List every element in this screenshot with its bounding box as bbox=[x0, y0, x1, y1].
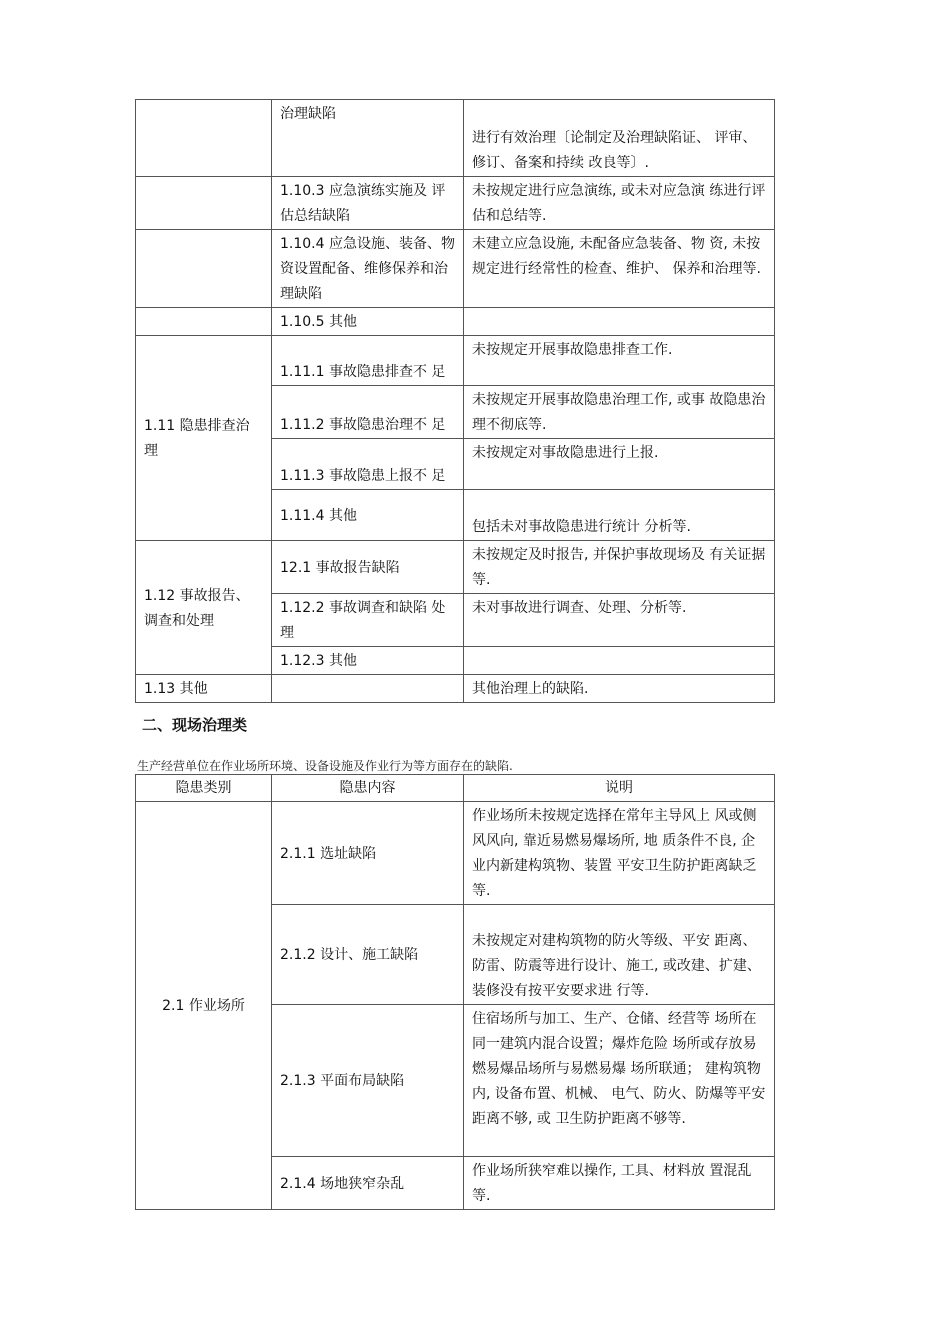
desc-cell: 作业场所未按规定选择在常年主导风上 风或侧风风向, 靠近易燃易爆场所, 地 质条件不良, 企业内新建构筑物、装置 平安卫生防护距离缺乏等. bbox=[464, 802, 775, 905]
section-heading: 二、现场治理类 bbox=[142, 716, 248, 734]
table-header-row bbox=[136, 775, 775, 802]
item-cell: 2.1.1 选址缺陷 bbox=[272, 802, 464, 905]
item-cell: 2.1.3 平面布局缺陷 bbox=[272, 1005, 464, 1157]
category-cell bbox=[136, 100, 272, 177]
desc-cell: 其他治理上的缺陷. bbox=[464, 675, 775, 703]
hazard-table-site bbox=[135, 774, 775, 1210]
desc-cell: 未按规定及时报告, 并保护事故现场及 有关证据等. bbox=[464, 541, 775, 594]
table-row bbox=[136, 675, 775, 703]
table-row bbox=[136, 230, 775, 308]
desc-cell: 未按规定对事故隐患进行上报. bbox=[464, 439, 775, 490]
item-cell: 1.10.4 应急设施、装备、物资设置配备、维修保养和治理缺陷 bbox=[272, 230, 464, 308]
category-cell bbox=[136, 177, 272, 230]
desc-cell: 住宿场所与加工、生产、仓储、经营等 场所在同一建筑内混合设置；爆炸危险 场所或存放易燃易爆品场所与易燃易爆 场所联通； 建构筑物内, 设备布置、机械、 电气、防火、防爆等平安距离不够, 或 卫生防护距离不够等. bbox=[464, 1005, 775, 1157]
desc-cell: 进行有效治理〔论制定及治理缺陷证、 评审、修订、备案和持续 改良等〕. bbox=[464, 100, 775, 177]
item-cell: 2.1.4 场地狭窄杂乱 bbox=[272, 1157, 464, 1210]
item-cell: 1.12.2 事故调查和缺陷 处理 bbox=[272, 594, 464, 647]
table-row bbox=[136, 541, 775, 594]
item-cell: 1.11.4 其他 bbox=[272, 490, 464, 541]
item-cell: 治理缺陷 bbox=[272, 100, 464, 177]
hazard-table-management bbox=[135, 99, 775, 703]
category-cell bbox=[136, 230, 272, 308]
item-cell: 1.10.3 应急演练实施及 评估总结缺陷 bbox=[272, 177, 464, 230]
desc-cell: 作业场所狭窄难以操作, 工具、材料放 置混乱等. bbox=[464, 1157, 775, 1210]
desc-cell: 包括未对事故隐患进行统计 分析等. bbox=[464, 490, 775, 541]
category-cell: 1.11 隐患排查治理 bbox=[136, 336, 272, 541]
category-cell: 1.12 事故报告、调查和处理 bbox=[136, 541, 272, 675]
item-cell: 2.1.2 设计、施工缺陷 bbox=[272, 905, 464, 1005]
table-row bbox=[136, 177, 775, 230]
item-cell: 1.11.3 事故隐患上报不 足 bbox=[272, 439, 464, 490]
item-cell: 1.10.5 其他 bbox=[272, 308, 464, 336]
item-cell: 12.1 事故报告缺陷 bbox=[272, 541, 464, 594]
header-content: 隐患内容 bbox=[272, 775, 464, 802]
item-cell bbox=[272, 675, 464, 703]
header-category: 隐患类别 bbox=[136, 775, 272, 802]
desc-cell: 未建立应急设施, 未配备应急装备、物 资, 未按规定进行经常性的检查、维护、 保养和治理等. bbox=[464, 230, 775, 308]
category-cell: 1.13 其他 bbox=[136, 675, 272, 703]
table-row bbox=[136, 802, 775, 905]
category-cell bbox=[136, 308, 272, 336]
table-row bbox=[136, 100, 775, 177]
desc-cell: 未按规定对建构筑物的防火等级、平安 距离、防雷、防震等进行设计、施工, 或改建、扩建、装修没有按平安要求进 行等. bbox=[464, 905, 775, 1005]
item-cell: 1.12.3 其他 bbox=[272, 647, 464, 675]
desc-cell: 未按规定开展事故隐患治理工作, 或事 故隐患治理不彻底等. bbox=[464, 386, 775, 439]
section-intro: 生产经营单位在作业场所环境、设备设施及作业行为等方面存在的缺陷. bbox=[137, 759, 513, 773]
item-cell: 1.11.1 事故隐患排查不 足 bbox=[272, 336, 464, 386]
category-cell: 2.1 作业场所 bbox=[136, 802, 272, 1210]
table-row bbox=[136, 308, 775, 336]
header-description: 说明 bbox=[464, 775, 775, 802]
item-cell: 1.11.2 事故隐患治理不 足 bbox=[272, 386, 464, 439]
desc-cell bbox=[464, 647, 775, 675]
desc-cell: 未按规定进行应急演练, 或未对应急演 练进行评估和总结等. bbox=[464, 177, 775, 230]
desc-cell bbox=[464, 308, 775, 336]
desc-cell: 未按规定开展事故隐患排查工作. bbox=[464, 336, 775, 386]
table-row bbox=[136, 336, 775, 386]
desc-cell: 未对事故进行调查、处理、分析等. bbox=[464, 594, 775, 647]
